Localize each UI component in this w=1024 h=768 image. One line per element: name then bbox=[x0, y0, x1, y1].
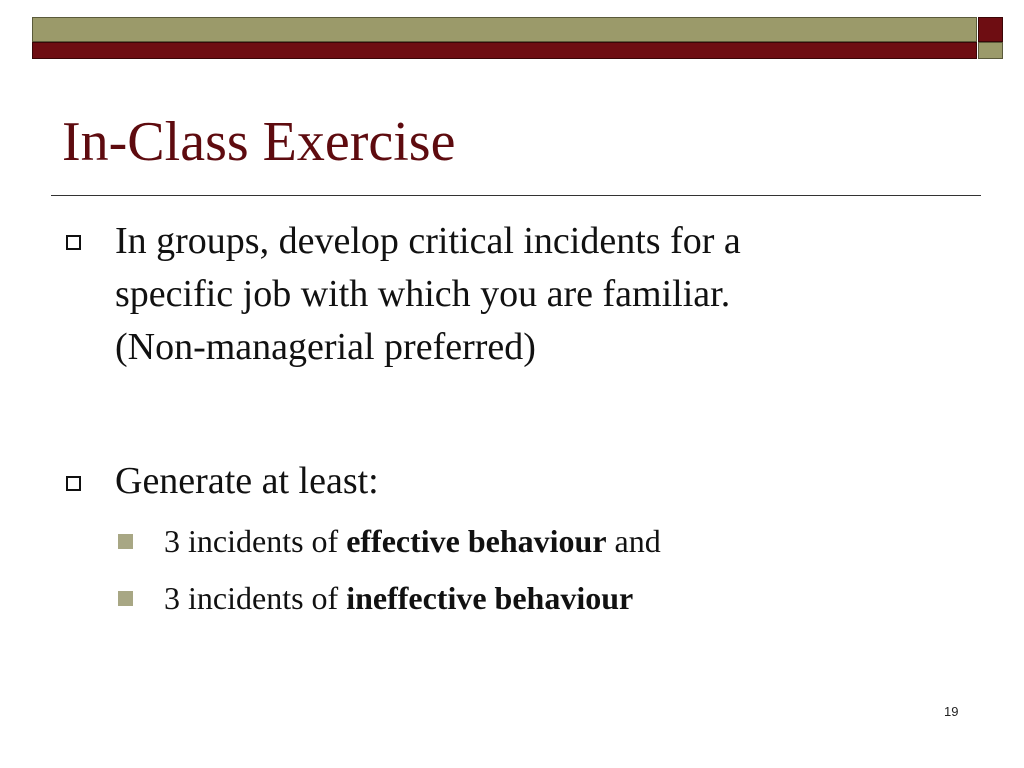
decor-band-olive bbox=[32, 17, 977, 42]
bullet-1-line-3: (Non-managerial preferred) bbox=[115, 326, 536, 368]
sub-bullet-2-bold: ineffective behaviour bbox=[346, 580, 634, 616]
bullet-1-line-1: In groups, develop critical incidents for a bbox=[115, 220, 741, 262]
page-number: 19 bbox=[944, 704, 959, 719]
decor-square-olive bbox=[978, 42, 1003, 59]
sub-bullet-1-text bbox=[164, 521, 661, 561]
bullet-2-text: Generate at least: bbox=[115, 460, 379, 502]
sub-bullet-1-bold: effective behaviour bbox=[346, 523, 607, 559]
sub-bullet-2-prefix: 3 incidents of bbox=[164, 580, 347, 616]
bullet-1-text bbox=[115, 215, 915, 374]
slide-title: In-Class Exercise bbox=[62, 111, 456, 173]
filled-square-bullet-icon bbox=[118, 534, 133, 549]
title-divider bbox=[51, 195, 981, 196]
sub-bullet-1-prefix: 3 incidents of bbox=[164, 523, 347, 559]
sub-bullet-2-text bbox=[164, 578, 633, 618]
decor-square-red bbox=[978, 17, 1003, 42]
bullet-1-line-2: specific job with which you are familiar. bbox=[115, 273, 731, 315]
hollow-square-bullet-icon bbox=[66, 476, 81, 491]
filled-square-bullet-icon bbox=[118, 591, 133, 606]
decor-band-red bbox=[32, 42, 977, 59]
hollow-square-bullet-icon bbox=[66, 235, 81, 250]
sub-bullet-1-suffix: and bbox=[606, 523, 661, 559]
